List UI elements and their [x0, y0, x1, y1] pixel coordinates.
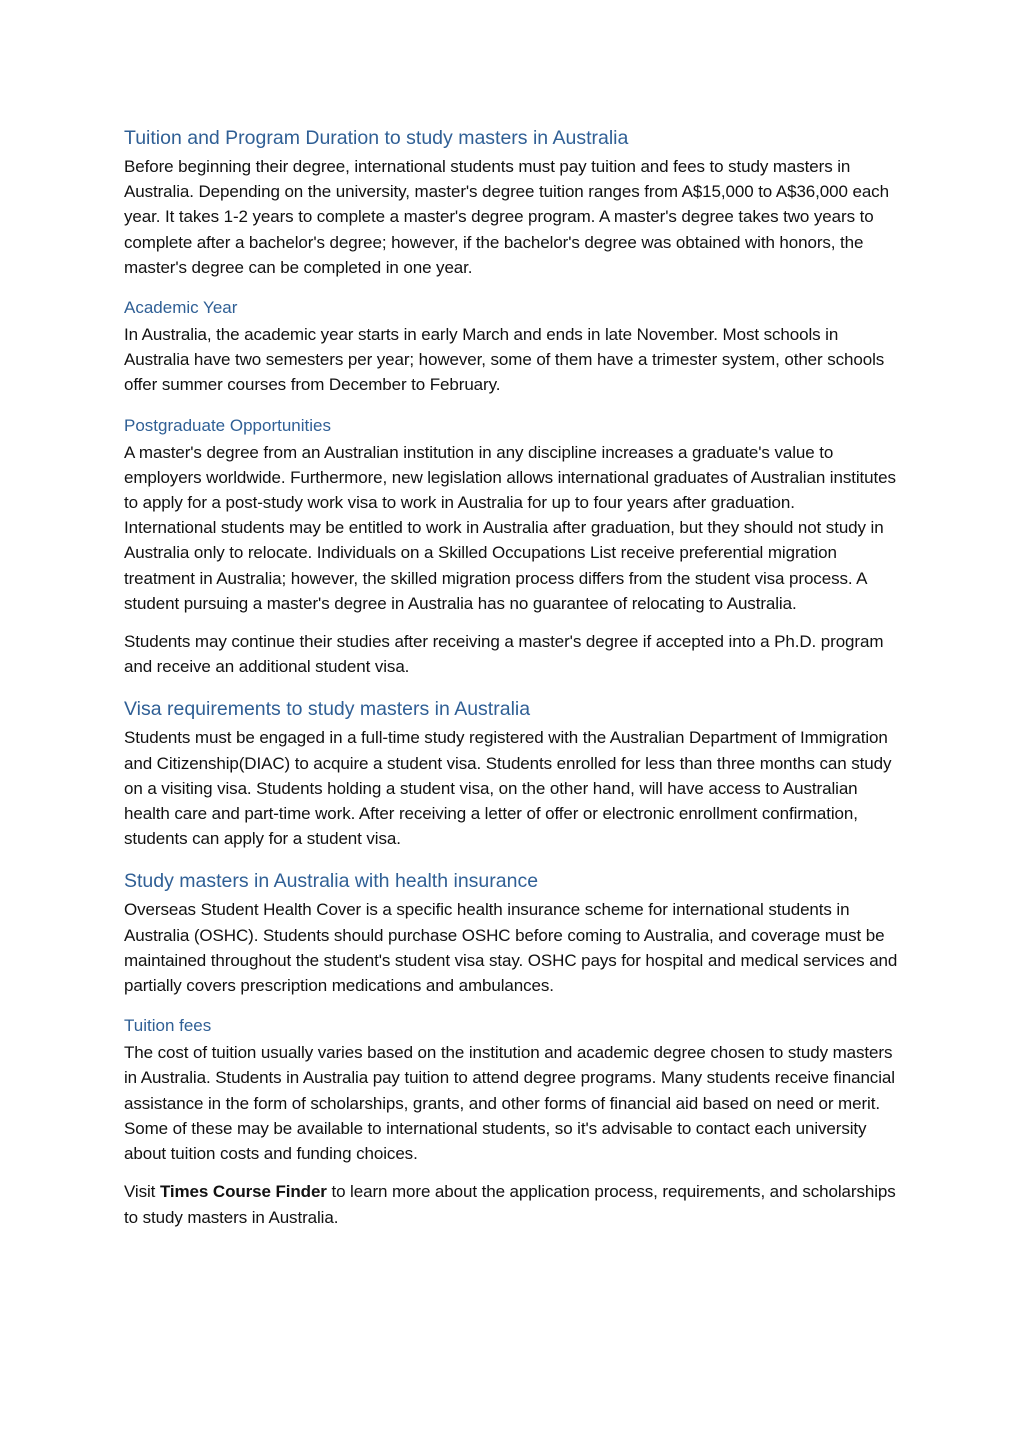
paragraph-academic-year: In Australia, the academic year starts in early March and ends in late November. Most schools in Australia have two semesters per year; however, some of them have a trimester system, other schools offer summer courses from December to February.: [124, 325, 885, 395]
paragraph-closing: [124, 1179, 902, 1229]
paragraph-postgraduate-2: International students may be entitled to work in Australia after graduation, but they should not study in Australia only to relocate. Individuals on a Skilled Occupations List receive preferential migration treatment in Australia; however, the skilled migration process differs from the student visa process. A student pursuing a master's degree in Australia has no guarantee of relocating to Australia.: [124, 518, 884, 613]
times-course-finder-link[interactable]: Times Course Finder: [159, 1182, 327, 1202]
document-page: [124, 122, 902, 1230]
paragraph-tuition-fees: The cost of tuition usually varies based on the institution and academic degree chosen to study masters in Australia. Students in Australia pay tuition to attend degree programs. Many students receive financial assistance in the form of scholarships, grants, and other forms of financial aid based on need or merit. Some of these may be available to international students, so it's advisable to contact each university about tuition costs and funding choices.: [124, 1043, 895, 1164]
paragraph-tuition-duration: Before beginning their degree, international students must pay tuition and fees to study masters in Australia. Depending on the university, master's degree tuition ranges from A$15,000 to A$36,000 each year. It takes 1-2 years to complete a master's degree program. A master's degree takes two years to complete after a bachelor's degree; however, if the bachelor's degree was obtained with honors, the master's degree can be completed in one year.: [124, 157, 889, 277]
paragraph-postgraduate-1: A master's degree from an Australian institution in any discipline increases a graduate's value to employers worldwide. Furthermore, new legislation allows international graduates of Australian institutes to apply for a post-study work visa to work in Australia for up to four years after graduation.: [124, 442, 896, 513]
heading-health-insurance: Study masters in Australia with health insurance: [124, 870, 539, 893]
heading-visa-requirements: Visa requirements to study masters in Australia: [124, 698, 531, 721]
heading-tuition-fees: Tuition fees: [124, 1016, 212, 1036]
closing-suffix: to learn more about the application process, requirements, and scholarships to study masters in Australia.: [124, 1182, 896, 1227]
closing-prefix: Visit: [124, 1182, 160, 1202]
heading-academic-year: Academic Year: [124, 298, 238, 318]
paragraph-health-insurance: Overseas Student Health Cover is a specific health insurance scheme for international students in Australia (OSHC). Students should purchase OSHC before coming to Australia, and coverage must be maintained throughout the student's student visa stay. OSHC pays for hospital and medical services and partially covers prescription medications and ambulances.: [124, 900, 898, 996]
paragraph-visa-requirements: Students must be engaged in a full-time study registered with the Australian Department of Immigration and Citizenship(DIAC) to acquire a student visa. Students enrolled for less than three months can study on a visiting visa. Students holding a student visa, on the other hand, will have access to Australian health care and part-time work. After receiving a letter of offer or electronic enrollment confirmation, students can apply for a student visa.: [124, 728, 892, 849]
paragraph-postgraduate-3: Students may continue their studies after receiving a master's degree if accepted into a Ph.D. program and receive an additional student visa.: [124, 632, 884, 677]
heading-postgraduate-opportunities: Postgraduate Opportunities: [124, 415, 331, 435]
heading-tuition-duration: Tuition and Program Duration to study masters in Australia: [124, 127, 629, 149]
